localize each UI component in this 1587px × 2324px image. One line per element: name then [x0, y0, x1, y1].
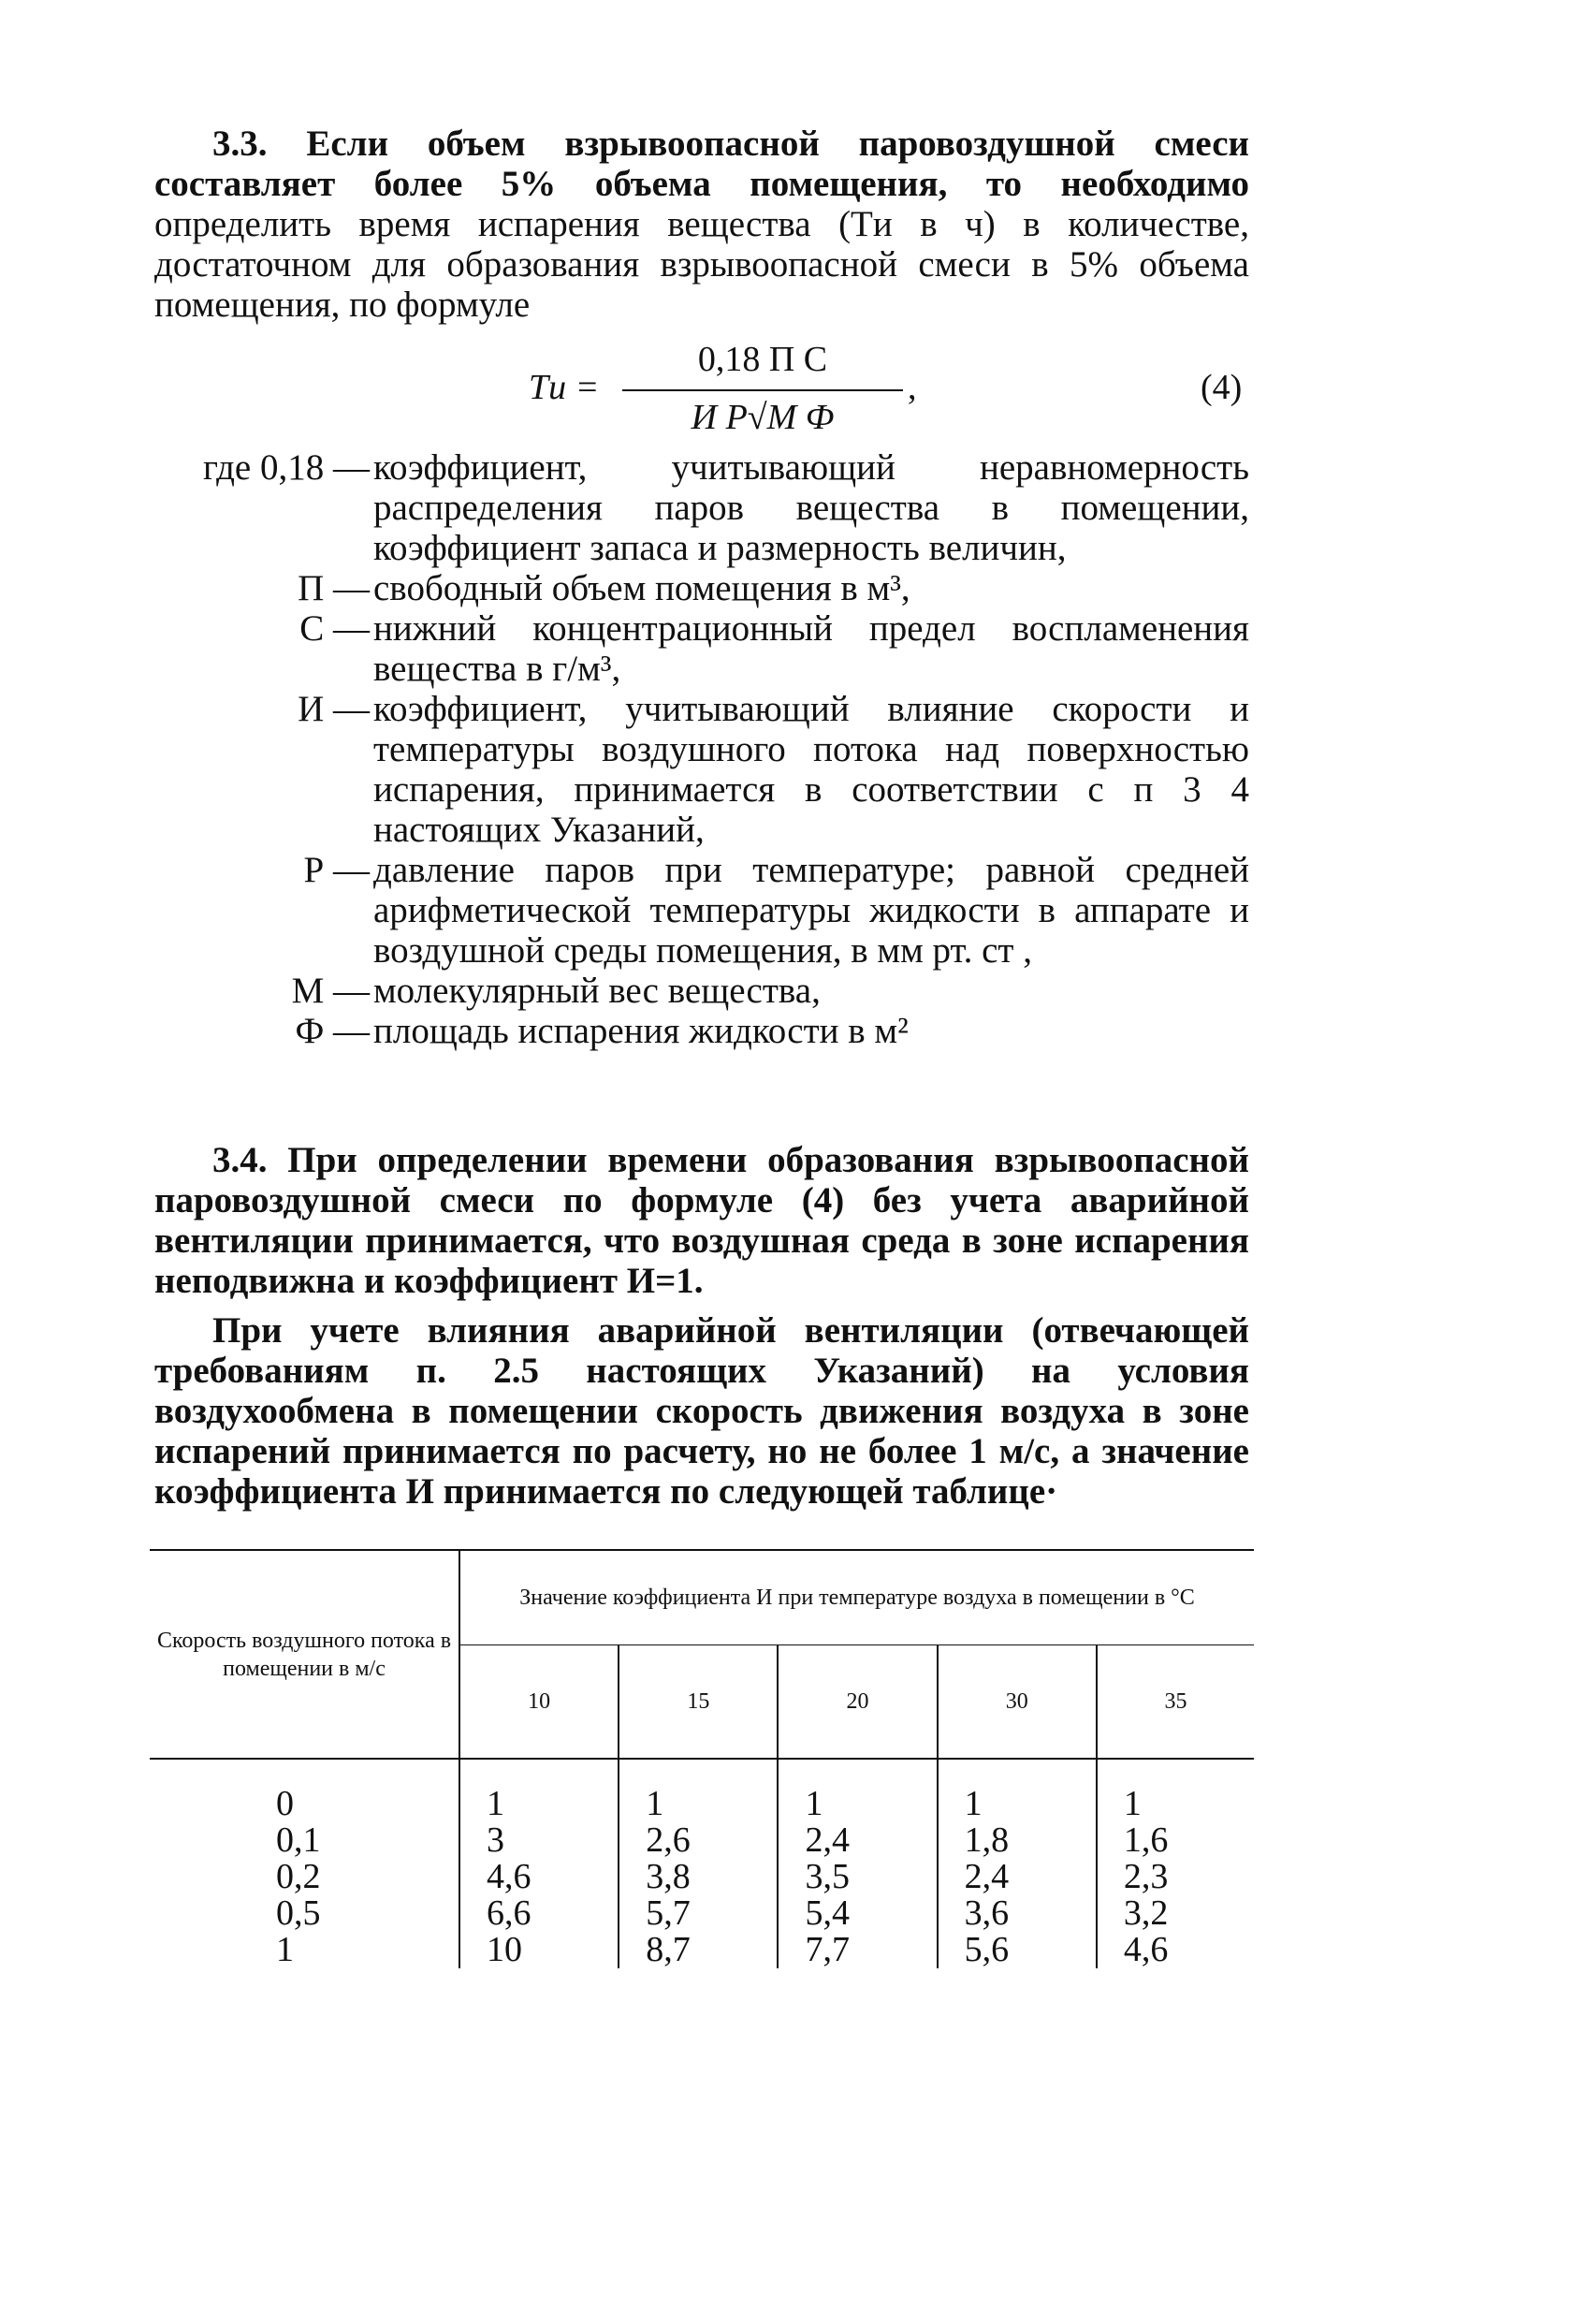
column-header: 10 [459, 1645, 619, 1760]
table-cell: 1 [459, 1759, 619, 1822]
table-cell-speed: 0,2 [276, 1857, 321, 1896]
table-cell: 1,6 [1097, 1822, 1254, 1859]
section-3-4-text: При определении времени образования взрывоопасной паровоздушной смеси по формуле (4) без учета аварийной вентиляции принимается, что воздушная среда в зоне испарения неподвижна и коэффициент И=1. [154, 1140, 1249, 1301]
table-cell: 3,6 [938, 1895, 1097, 1932]
table-cell-speed: 0,5 [276, 1893, 321, 1933]
formula-4 [505, 339, 1254, 451]
group-header: Значение коэффициента И при температуре воздуха в помещении в °С [459, 1550, 1254, 1645]
table-row [150, 1859, 1254, 1895]
section-3-3-number: 3.3. [212, 124, 268, 164]
column-header: 15 [619, 1645, 778, 1760]
symbol-definitions [154, 447, 1249, 1051]
row-header: Скорость воздушного потока в помещении в м/с [150, 1550, 459, 1759]
table-cell: 3,5 [778, 1859, 937, 1895]
definition-item [154, 971, 1249, 1011]
definition-item [154, 568, 1249, 608]
formula-denominator: И Р√М Ф [691, 398, 835, 437]
table-row [150, 1932, 1254, 1968]
table-cell: 4,6 [1097, 1932, 1254, 1968]
table-cell: 5,4 [778, 1895, 937, 1932]
table-cell: 10 [459, 1932, 619, 1968]
section-3-4-paragraph-1 [154, 1140, 1249, 1301]
definition-item [154, 608, 1249, 689]
table-cell: 2,4 [938, 1859, 1097, 1895]
formula-lhs: Tи = [529, 368, 600, 407]
definition-symbol: где 0,18 — [203, 447, 370, 488]
table-cell-speed: 0,1 [276, 1820, 321, 1860]
definition-text: коэффициент, учитывающий неравномерность распределения паров вещества в помещении, коэффициент запаса и размерность величин, [373, 447, 1249, 568]
definition-symbol: М — [291, 971, 370, 1011]
definition-text: свободный объем помещения в м³, [373, 568, 910, 608]
table-cell: 1 [938, 1759, 1097, 1822]
section-3-3-paragraph [154, 124, 1249, 325]
table-cell: 2,4 [778, 1822, 937, 1859]
definition-item [154, 689, 1249, 850]
table-cell: 1,8 [938, 1822, 1097, 1859]
table-cell-speed: 0 [276, 1784, 294, 1823]
table-row [150, 1822, 1254, 1859]
section-3-4-paragraph-2: При учете влияния аварийной вентиляции (отвечающей требованиям п. 2.5 настоящих Указаний) на условия воздухообмена в помещении скорость движения воздуха в зоне испарений принимается по расчету, но не более 1 м/с, а значение коэффициента И принимается по следующей таблице· [154, 1310, 1249, 1512]
equation-number: (4) [1201, 368, 1243, 407]
section-3-4 [154, 1140, 1249, 1512]
table-cell: 2,3 [1097, 1859, 1254, 1895]
definition-symbol: Ф — [295, 1011, 370, 1051]
table-cell: 3,2 [1097, 1895, 1254, 1932]
fraction-bar [622, 389, 903, 391]
table-cell: 8,7 [619, 1932, 778, 1968]
definition-item [154, 850, 1249, 971]
table-cell: 5,7 [619, 1895, 778, 1932]
table-cell: 6,6 [459, 1895, 619, 1932]
table-cell: 2,6 [619, 1822, 778, 1859]
table-cell: 3,8 [619, 1859, 778, 1895]
definition-text: коэффициент, учитывающий влияние скорости и температуры воздушного потока над поверхностью испарения, принимается в соответствии с п 3 4 настоящих Указаний, [373, 689, 1249, 850]
definition-symbol: И — [298, 689, 370, 729]
section-3-4-number: 3.4. [212, 1140, 268, 1180]
definition-item [154, 447, 1249, 568]
formula-trailing-comma: , [908, 368, 917, 407]
column-header: 30 [938, 1645, 1097, 1760]
table-row [150, 1895, 1254, 1932]
definition-text: площадь испарения жидкости в м² [373, 1011, 909, 1051]
table-cell: 7,7 [778, 1932, 937, 1968]
definition-symbol: П — [298, 568, 370, 608]
coefficient-table-grid [150, 1549, 1254, 1968]
definition-symbol: С — [299, 608, 370, 649]
definition-text: нижний концентрационный предел воспламенения вещества в г/м³, [373, 608, 1249, 689]
formula-fraction [622, 339, 903, 438]
definition-symbol: Р — [303, 850, 370, 890]
table-cell: 1 [778, 1759, 937, 1822]
column-header: 20 [778, 1645, 937, 1760]
definition-text: давление паров при температуре; равной средней арифметической температуры жидкости в аппарате и воздушной среды помещения, в мм рт. ст , [373, 850, 1249, 971]
definition-text: молекулярный вес вещества, [373, 971, 821, 1011]
table-cell: 1 [1097, 1759, 1254, 1822]
formula-numerator: 0,18 П С [697, 340, 828, 379]
table-cell-speed: 1 [276, 1930, 294, 1969]
section-3-3-lead: Если объем взрывоопасной паровоздушной смеси составляет более 5% объема помещения, то необходимо [154, 124, 1249, 204]
column-header: 35 [1097, 1645, 1254, 1760]
section-3-3 [154, 124, 1249, 325]
definition-item [154, 1011, 1249, 1051]
table-cell: 5,6 [938, 1932, 1097, 1968]
table-cell: 1 [619, 1759, 778, 1822]
table-cell: 3 [459, 1822, 619, 1859]
table-cell: 4,6 [459, 1859, 619, 1895]
coefficient-table [150, 1549, 1254, 1968]
section-3-3-rest: определить время испарения вещества (Tи в ч) в количестве, достаточном для образования взрывоопасной смеси в 5% объема помещения, по формуле [154, 204, 1249, 325]
table-row [150, 1759, 1254, 1822]
